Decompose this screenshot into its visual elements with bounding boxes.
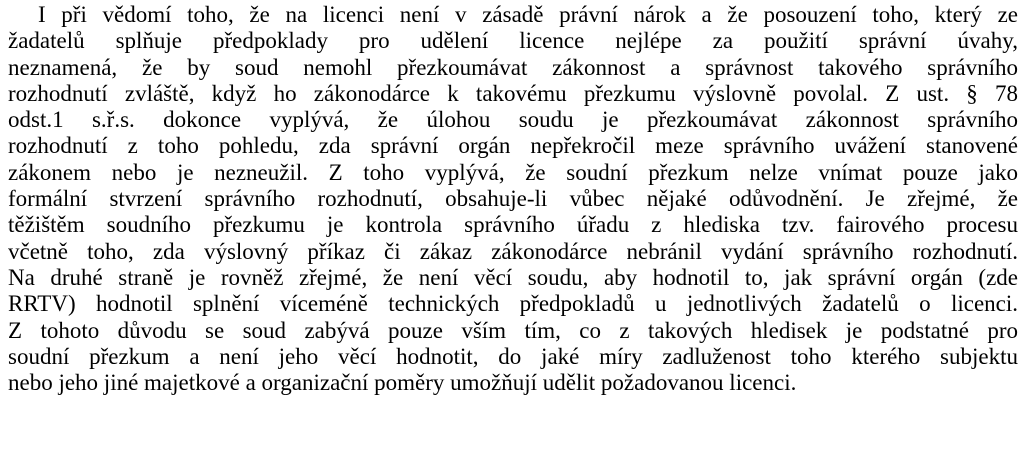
- text-line: Z tohoto důvodu se soud zabývá pouze vším tím, co z takových hledisek je podstatné pro: [8, 317, 1018, 343]
- text-line: I při vědomí toho, že na licenci není v zásadě právní nárok a že posouzení toho, který ze: [38, 2, 1018, 27]
- text-line: neznamená, že by soud nemohl přezkoumávat zákonnost a správnost takového správního: [8, 54, 1018, 80]
- text-line: Na druhé straně je rovněž zřejmé, že není věcí soudu, aby hodnotil to, jak správní orgán (zde: [8, 264, 1018, 290]
- text-line: nebo jeho jiné majetkové a organizační poměry umožňují udělit požadovanou licenci.: [8, 370, 797, 396]
- body-paragraph: [8, 2, 1018, 396]
- text-line: formální stvrzení správního rozhodnutí, obsahuje-li vůbec nějaké odůvodnění. Je zřejmé, že: [8, 186, 1018, 212]
- text-line: žadatelů splňuje předpoklady pro udělení licence nejlépe za použití správní úvahy,: [8, 28, 1018, 54]
- text-line: včetně toho, zda výslovný příkaz či zákaz zákonodárce nebránil vydání správního rozhodnutí.: [8, 238, 1018, 264]
- text-line: soudní přezkum a není jeho věcí hodnotit, do jaké míry zadluženost toho kterého subjektu: [8, 343, 1018, 369]
- text-line: odst.1 s.ř.s. dokonce vyplývá, že úlohou soudu je přezkoumávat zákonnost správního: [8, 107, 1018, 133]
- text-line: rozhodnutí zvláště, když ho zákonodárce k takovému přezkumu výslovně povolal. Z ust. § 78: [8, 80, 1018, 106]
- text-line: zákonem nebo je nezneužil. Z toho vyplývá, že soudní přezkum nelze vnímat pouze jako: [8, 159, 1018, 185]
- text-line: RRTV) hodnotil splnění víceméně technických předpokladů u jednotlivých žadatelů o licenci.: [8, 291, 1018, 317]
- text-line: rozhodnutí z toho pohledu, zda správní orgán nepřekročil meze správního uvážení stanovené: [8, 133, 1018, 159]
- text-line: těžištěm soudního přezkumu je kontrola správního úřadu z hlediska tzv. fairového procesu: [8, 212, 1018, 238]
